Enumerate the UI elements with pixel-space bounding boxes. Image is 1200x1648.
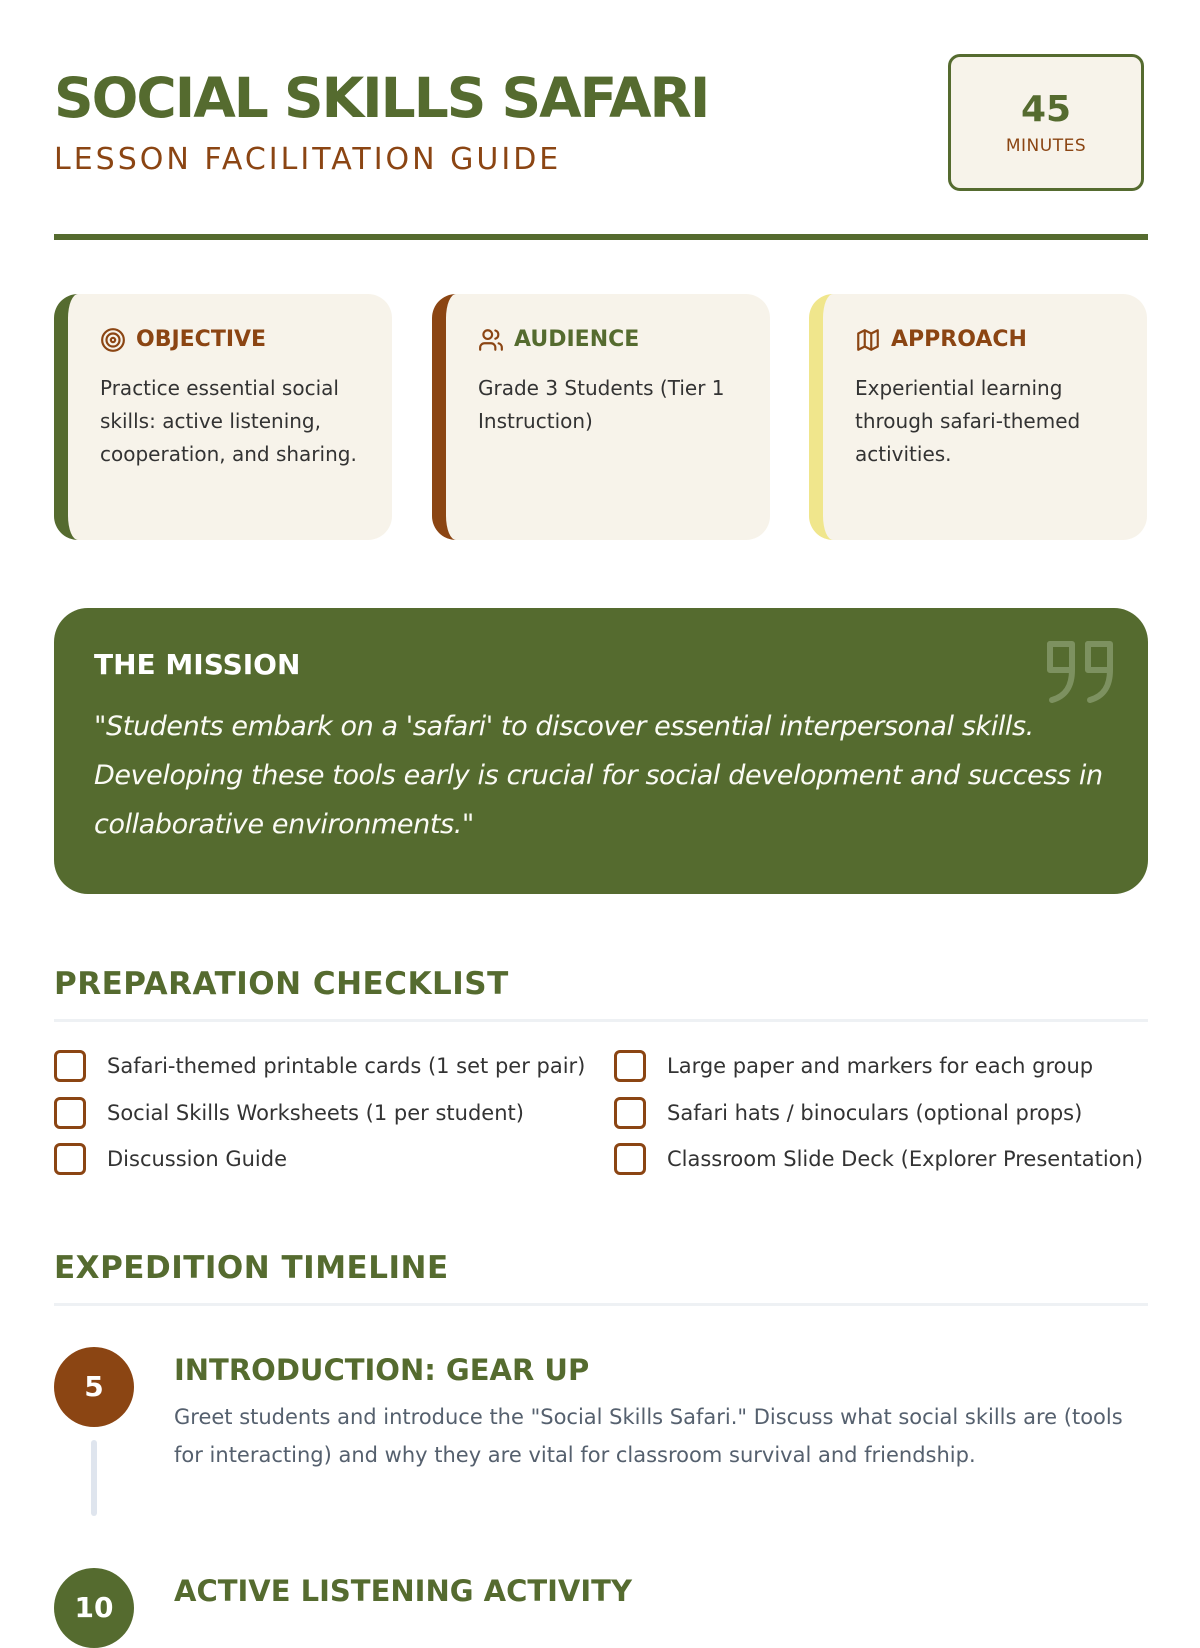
header-divider <box>54 234 1148 240</box>
checkbox[interactable] <box>614 1050 646 1082</box>
mission-title: THE MISSION <box>94 648 301 681</box>
step-minutes-badge: 10 <box>54 1568 134 1648</box>
checkbox[interactable] <box>614 1097 646 1129</box>
quote-icon <box>1044 638 1118 712</box>
step-title: INTRODUCTION: GEAR UP <box>174 1353 590 1387</box>
timeline-connector <box>91 1440 97 1516</box>
checklist-item <box>54 1143 287 1175</box>
checklist-item-label: Safari-themed printable cards (1 set per pair) <box>107 1054 586 1078</box>
duration-value: 45 <box>1020 89 1072 130</box>
step-minutes-badge: 5 <box>54 1347 134 1427</box>
checkbox[interactable] <box>54 1143 86 1175</box>
checkbox[interactable] <box>54 1050 86 1082</box>
checkbox[interactable] <box>54 1097 86 1129</box>
map-icon <box>855 327 881 353</box>
users-icon <box>478 327 504 353</box>
approach-title: APPROACH <box>891 327 1027 352</box>
checklist-item-label: Large paper and markers for each group <box>667 1054 1094 1078</box>
page-subtitle: LESSON FACILITATION GUIDE <box>54 142 562 177</box>
audience-title: AUDIENCE <box>514 327 640 352</box>
checklist-item <box>54 1097 524 1129</box>
checklist-item-label: Classroom Slide Deck (Explorer Presentation) <box>667 1147 1144 1171</box>
checklist-item-label: Social Skills Worksheets (1 per student) <box>107 1101 524 1125</box>
checklist-item <box>614 1097 1082 1129</box>
approach-card <box>809 294 1147 540</box>
objective-text: Practice essential social skills: active listening, cooperation, and sharing. <box>100 376 357 466</box>
approach-text: Experiential learning through safari-themed activities. <box>855 376 1081 466</box>
checklist-item-label: Discussion Guide <box>107 1147 288 1171</box>
mission-panel <box>54 608 1148 894</box>
checklist-divider <box>54 1019 1148 1022</box>
audience-text: Grade 3 Students (Tier 1 Instruction) <box>478 376 725 433</box>
checklist-item <box>614 1050 1093 1082</box>
objective-card <box>54 294 392 540</box>
mission-quote: "Students embark on a 'safari' to discover essential interpersonal skills. Developing these tools early is crucial for social development and success in collaborative environments." <box>94 711 1103 840</box>
checklist-item <box>54 1050 585 1082</box>
audience-card <box>432 294 770 540</box>
checklist-item <box>614 1143 1143 1175</box>
duration-badge <box>948 54 1144 191</box>
step-description: Greet students and introduce the "Social Skills Safari." Discuss what social skills are (tools for interacting) and why they are vital for classroom survival and friendship. <box>174 1405 1123 1467</box>
page-title: SOCIAL SKILLS SAFARI <box>54 66 709 130</box>
step-title: ACTIVE LISTENING ACTIVITY <box>174 1574 632 1608</box>
objective-title: OBJECTIVE <box>136 327 267 352</box>
target-icon <box>100 327 126 353</box>
checklist-item-label: Safari hats / binoculars (optional props) <box>667 1101 1083 1125</box>
timeline-divider <box>54 1303 1148 1306</box>
duration-unit: MINUTES <box>1005 136 1087 156</box>
checklist-title: PREPARATION CHECKLIST <box>54 966 509 1002</box>
timeline-title: EXPEDITION TIMELINE <box>54 1250 449 1286</box>
checkbox[interactable] <box>614 1143 646 1175</box>
